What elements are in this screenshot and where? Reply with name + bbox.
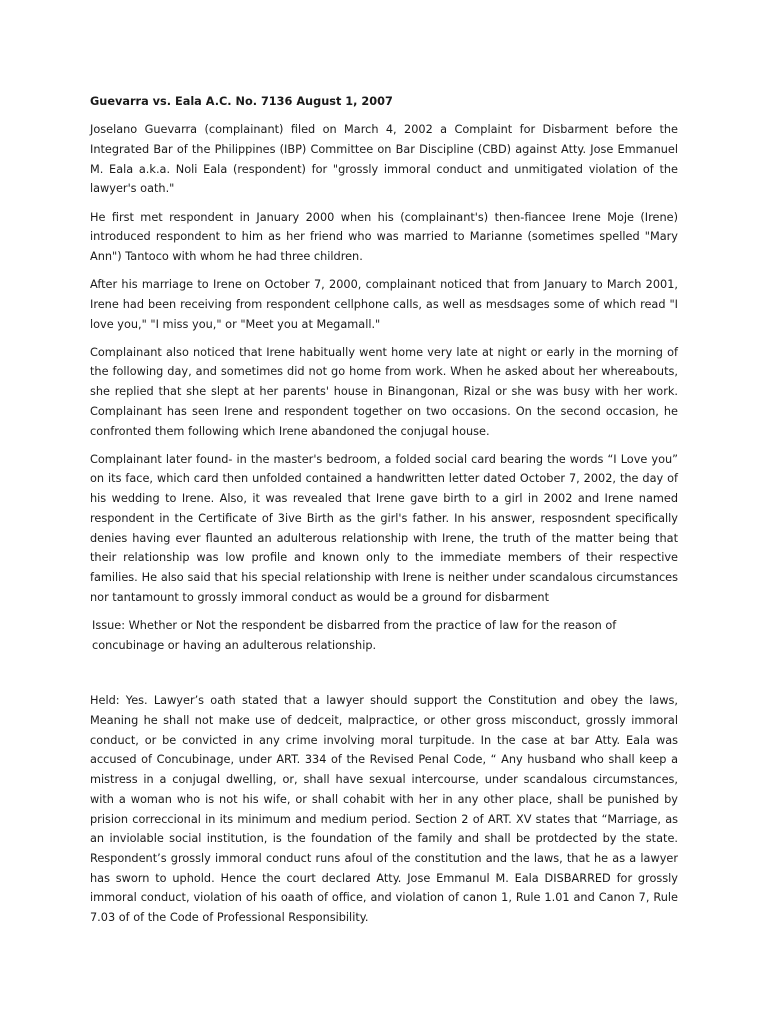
case-title: Guevarra vs. Eala A.C. No. 7136 August 1, 2007 [90,95,393,108]
document-page [90,92,678,936]
blank-space [90,655,678,691]
paragraph-marriage: After his marriage to Irene on October 7, 2000, complainant noticed that from January to March 2001, Irene had been receiving from respondent cellphone calls, as well as mesdsages some of which read "I love you," "I miss you," or "Meet you at Megamall." [90,278,678,331]
paragraph-held: Held: Yes. Lawyer’s oath stated that a lawyer should support the Constitution and obey the laws, Meaning he shall not make use of dedceit, malpractice, or other gross misconduct, grossly immoral conduct, or be convicted in any crime involving moral turpitude. In the case at bar Atty. Eala was accused of Concubinage, under ART. 334 of the Revised Penal Code, “ Any husband who shall keep a mistress in a conjugal dwelling, or, shall have sexual intercourse, under scandalous circumstances, with a woman who is not his wife, or shall cohabit with her in any other place, shall be punished by prision correccional in its minimum and medium period. Section 2 of ART. XV states that “Marriage, as an inviolable social institution, is the foundation of the family and shall be protdected by the state. Respondent’s grossly immoral conduct runs afoul of the constitution and the laws, that he as a lawyer has sworn to uphold. Hence the court declared Atty. Jose Emmanul M. Eala DISBARRED for grossly immoral conduct, violation of his oaath of office, and violation of canon 1, Rule 1.01 and Canon 7, Rule 7.03 of of the Code of Professional Responsibility. [90,694,678,925]
paragraph-first-meeting: He first met respondent in January 2000 when his (complainant's) then-fiancee Irene Moje (Irene) introduced respondent to him as her friend who was married to Marianne (sometimes spelled "Mary Ann") Tantoco with whom he had three children. [90,210,678,263]
paragraph-issue: Issue: Whether or Not the respondent be disbarred from the practice of law for the reason of concubinage or having an adulterous relationship. [92,618,617,652]
paragraph-whereabouts: Complainant also noticed that Irene habitually went home very late at night or early in the morning of the following day, and sometimes did not go home from work. When he asked about her whereabouts, she replied that she slept at her parents' house in Binangonan, Rizal or she was busy with her work. Complainant has seen Irene and respondent together on two occasions. On the second occasion, he confronted them following which Irene abandoned the conjugal house. [90,345,678,438]
paragraph-complaint: Joselano Guevarra (complainant) filed on March 4, 2002 a Complaint for Disbarment before the Integrated Bar of the Philippines (IBP) Committee on Bar Discipline (CBD) against Atty. Jose Emmanuel M. Eala a.k.a. Noli Eala (respondent) for "grossly immoral conduct and unmitigated violation of the lawyer's oath." [90,123,678,196]
paragraph-findings: Complainant later found- in the master's bedroom, a folded social card bearing the words “I Love you” on its face, which card then unfolded contained a handwritten letter dated October 7, 2002, the day of his wedding to Irene. Also, it was revealed that Irene gave birth to a girl in 2002 and Irene named respondent in the Certificate of 3ive Birth as the girl's father. In his answer, resposndent specifically denies having ever flaunted an adulterous relationship with Irene, the truth of the matter being that their relationship was low profile and known only to the immediate members of their respective families. He also said that his special relationship with Irene is neither under scandalous circumstances nor tantamount to grossly immoral conduct as would be a ground for disbarment [90,452,678,604]
